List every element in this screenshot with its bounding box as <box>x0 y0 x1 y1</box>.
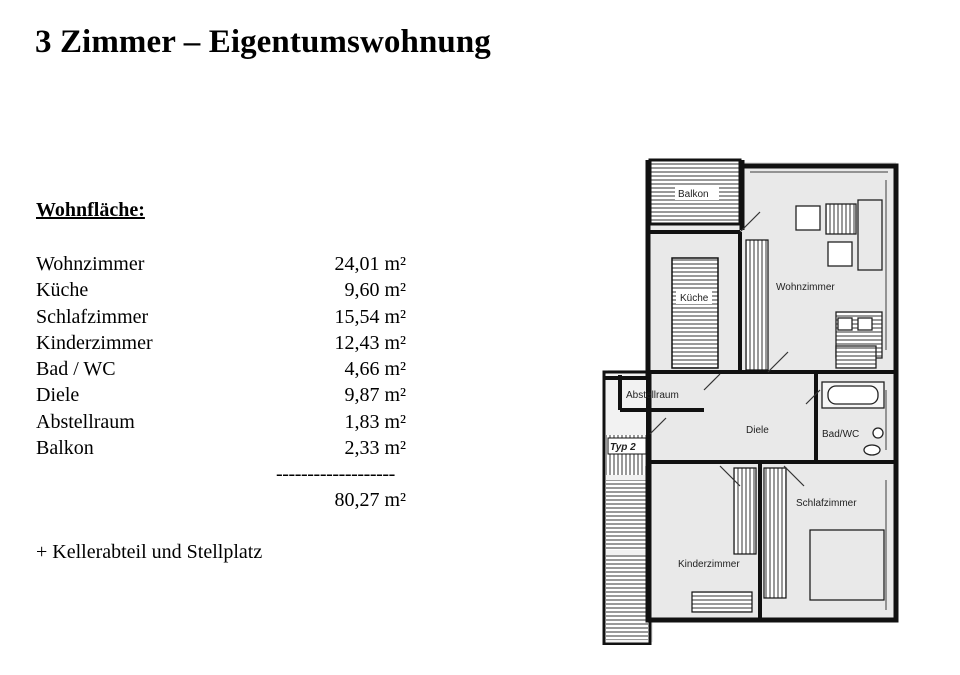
area-row <box>36 304 406 330</box>
kitchen-counter <box>672 258 718 368</box>
room-name: Diele <box>36 384 80 407</box>
area-row <box>36 277 406 303</box>
room-area: 9,87 m² <box>344 384 406 407</box>
sum-divider: ------------------- <box>276 463 395 485</box>
room-area: 4,66 m² <box>344 358 406 381</box>
room-name: Abstellraum <box>36 410 135 433</box>
label-schlafzimmer: Schlafzimmer <box>796 498 857 509</box>
room-name: Wohnzimmer <box>36 253 145 275</box>
area-row <box>36 251 406 277</box>
label-abstellraum: Abstellraum <box>626 390 679 401</box>
label-typ: Typ 2 <box>610 442 636 453</box>
area-row <box>36 356 406 382</box>
room-area: 1,83 m² <box>344 410 406 433</box>
total-area: 80,27 m² <box>334 489 406 511</box>
label-kinderzimmer: Kinderzimmer <box>678 559 740 570</box>
room-name: Balkon <box>36 437 94 460</box>
page-title: 3 Zimmer – Eigentumswohnung <box>35 24 491 60</box>
area-row <box>36 435 406 461</box>
room-area: 2,33 m² <box>344 437 406 460</box>
room-area: 24,01 m² <box>334 253 406 275</box>
area-row <box>36 409 406 435</box>
label-bad-wc: Bad/WC <box>822 429 860 440</box>
room-area: 15,54 m² <box>334 305 406 328</box>
room-name: Kinderzimmer <box>36 331 153 354</box>
area-row <box>36 330 406 356</box>
area-row <box>36 382 406 408</box>
room-name: Schlafzimmer <box>36 305 149 328</box>
room-area: 12,43 m² <box>334 331 406 354</box>
area-table <box>36 251 406 461</box>
stairwell <box>604 372 650 644</box>
label-wohnzimmer: Wohnzimmer <box>776 282 835 293</box>
label-diele: Diele <box>746 425 769 436</box>
room-area: 9,60 m² <box>344 279 406 302</box>
room-name: Küche <box>36 279 89 302</box>
label-kueche: Küche <box>680 293 709 304</box>
floor-plan <box>600 150 900 645</box>
wall-cabinet <box>746 240 768 370</box>
room-name: Bad / WC <box>36 358 116 381</box>
label-balkon: Balkon <box>678 189 709 200</box>
footnote: + Kellerabteil und Stellplatz <box>36 541 263 563</box>
section-heading: Wohnfläche: <box>36 199 145 221</box>
